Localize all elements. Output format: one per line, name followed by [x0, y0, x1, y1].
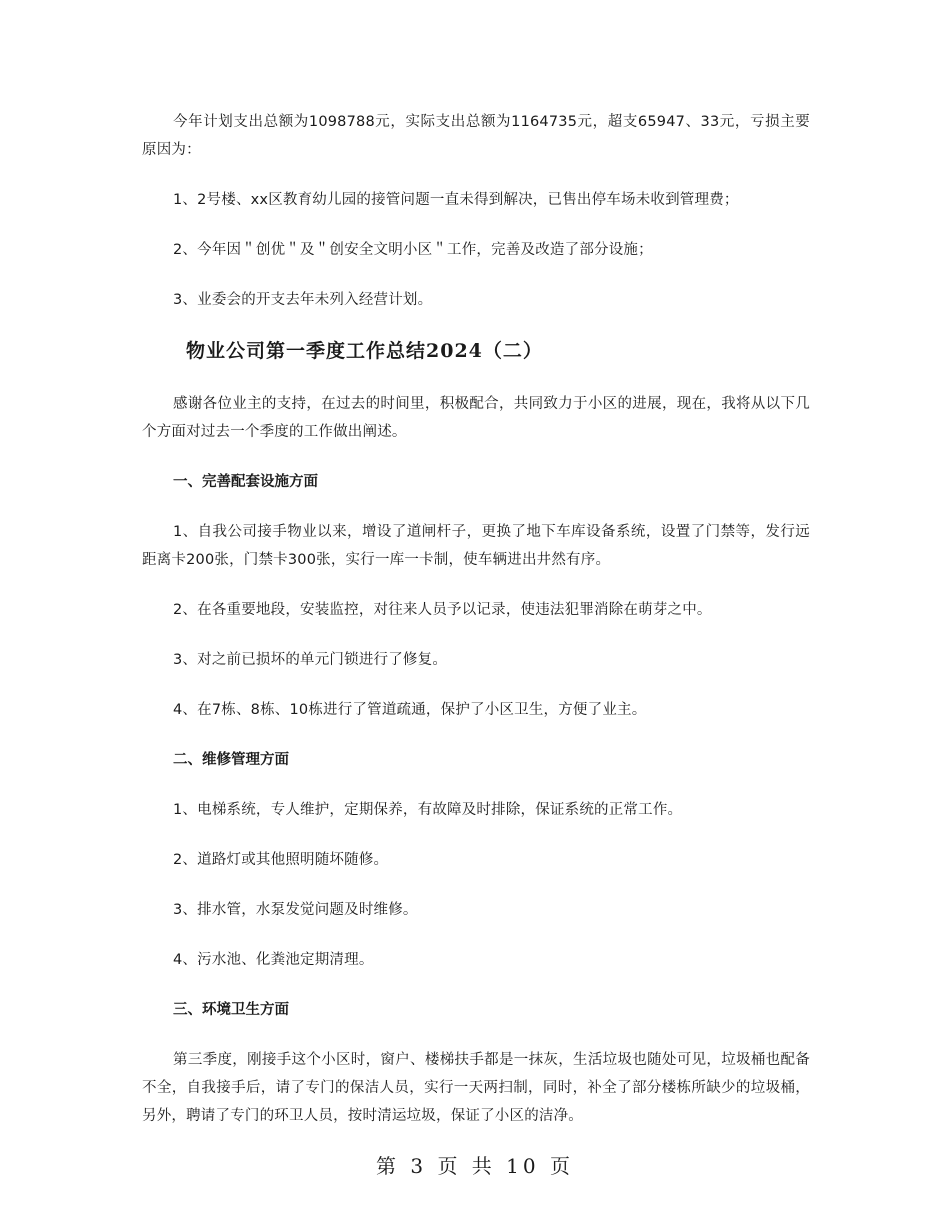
heading-facilities: 一、完善配套设施方面: [173, 474, 318, 490]
paragraph-maintenance-2: 2、道路灯或其他照明随坏随修。: [173, 852, 389, 868]
paragraph-facilities-4: 4、在7栋、8栋、10栋进行了管道疏通，保护了小区卫生，方便了业主。: [173, 702, 647, 718]
paragraph-sanitation-1: 第三季度，刚接手这个小区时，窗户、楼梯扶手都是一抹灰，生活垃圾也随处可见，垃圾桶也配备不全，自我接手后，请了专门的保洁人员，实行一天两扫制，同时，补全了部分楼栋所缺少的垃圾桶，另外，聘请了专门的环卫人员，按时清运垃圾，保证了小区的洁净。: [142, 1052, 810, 1124]
paragraph-maintenance-3: 3、排水管，水泵发觉问题及时维修。: [173, 902, 418, 918]
document-body: [142, 108, 810, 1152]
paragraph-facilities-1: 1、自我公司接手物业以来，增设了道闸杆子，更换了地下车库设备系统，设置了门禁等，发行远距离卡200张，门禁卡300张，实行一库一卡制，使车辆进出井然有序。: [142, 524, 810, 568]
page-footer: 第 3 页 共 10 页: [376, 1154, 574, 1178]
paragraph-loss-reason-1: 1、2号楼、xx区教育幼儿园的接管问题一直未得到解决，已售出停车场未收到管理费；: [173, 192, 739, 208]
paragraph-loss-reason-2: 2、今年因＂创优＂及＂创安全文明小区＂工作，完善及改造了部分设施；: [173, 242, 653, 258]
paragraph-facilities-2: 2、在各重要地段，安装监控，对往来人员予以记录，使违法犯罪消除在萌芽之中。: [173, 602, 712, 618]
paragraph-intro: 感谢各位业主的支持，在过去的时间里，积极配合，共同致力于小区的进展，现在，我将从以下几个方面对过去一个季度的工作做出阐述。: [142, 396, 810, 440]
paragraph-loss-reason-3: 3、业委会的开支去年未列入经营计划。: [173, 292, 433, 308]
paragraph-expense-summary: 今年计划支出总额为1098788元，实际支出总额为1164735元，超支65947、33元，亏损主要原因为：: [142, 114, 810, 158]
paragraph-facilities-3: 3、对之前已损坏的单元门锁进行了修复。: [173, 652, 448, 668]
paragraph-maintenance-4: 4、污水池、化粪池定期清理。: [173, 952, 374, 968]
section-title: 物业公司第一季度工作总结2024（二）: [186, 340, 543, 362]
heading-maintenance: 二、维修管理方面: [173, 752, 289, 768]
heading-sanitation: 三、环境卫生方面: [173, 1002, 289, 1018]
paragraph-maintenance-1: 1、电梯系统，专人维护，定期保养，有故障及时排除，保证系统的正常工作。: [173, 802, 683, 818]
